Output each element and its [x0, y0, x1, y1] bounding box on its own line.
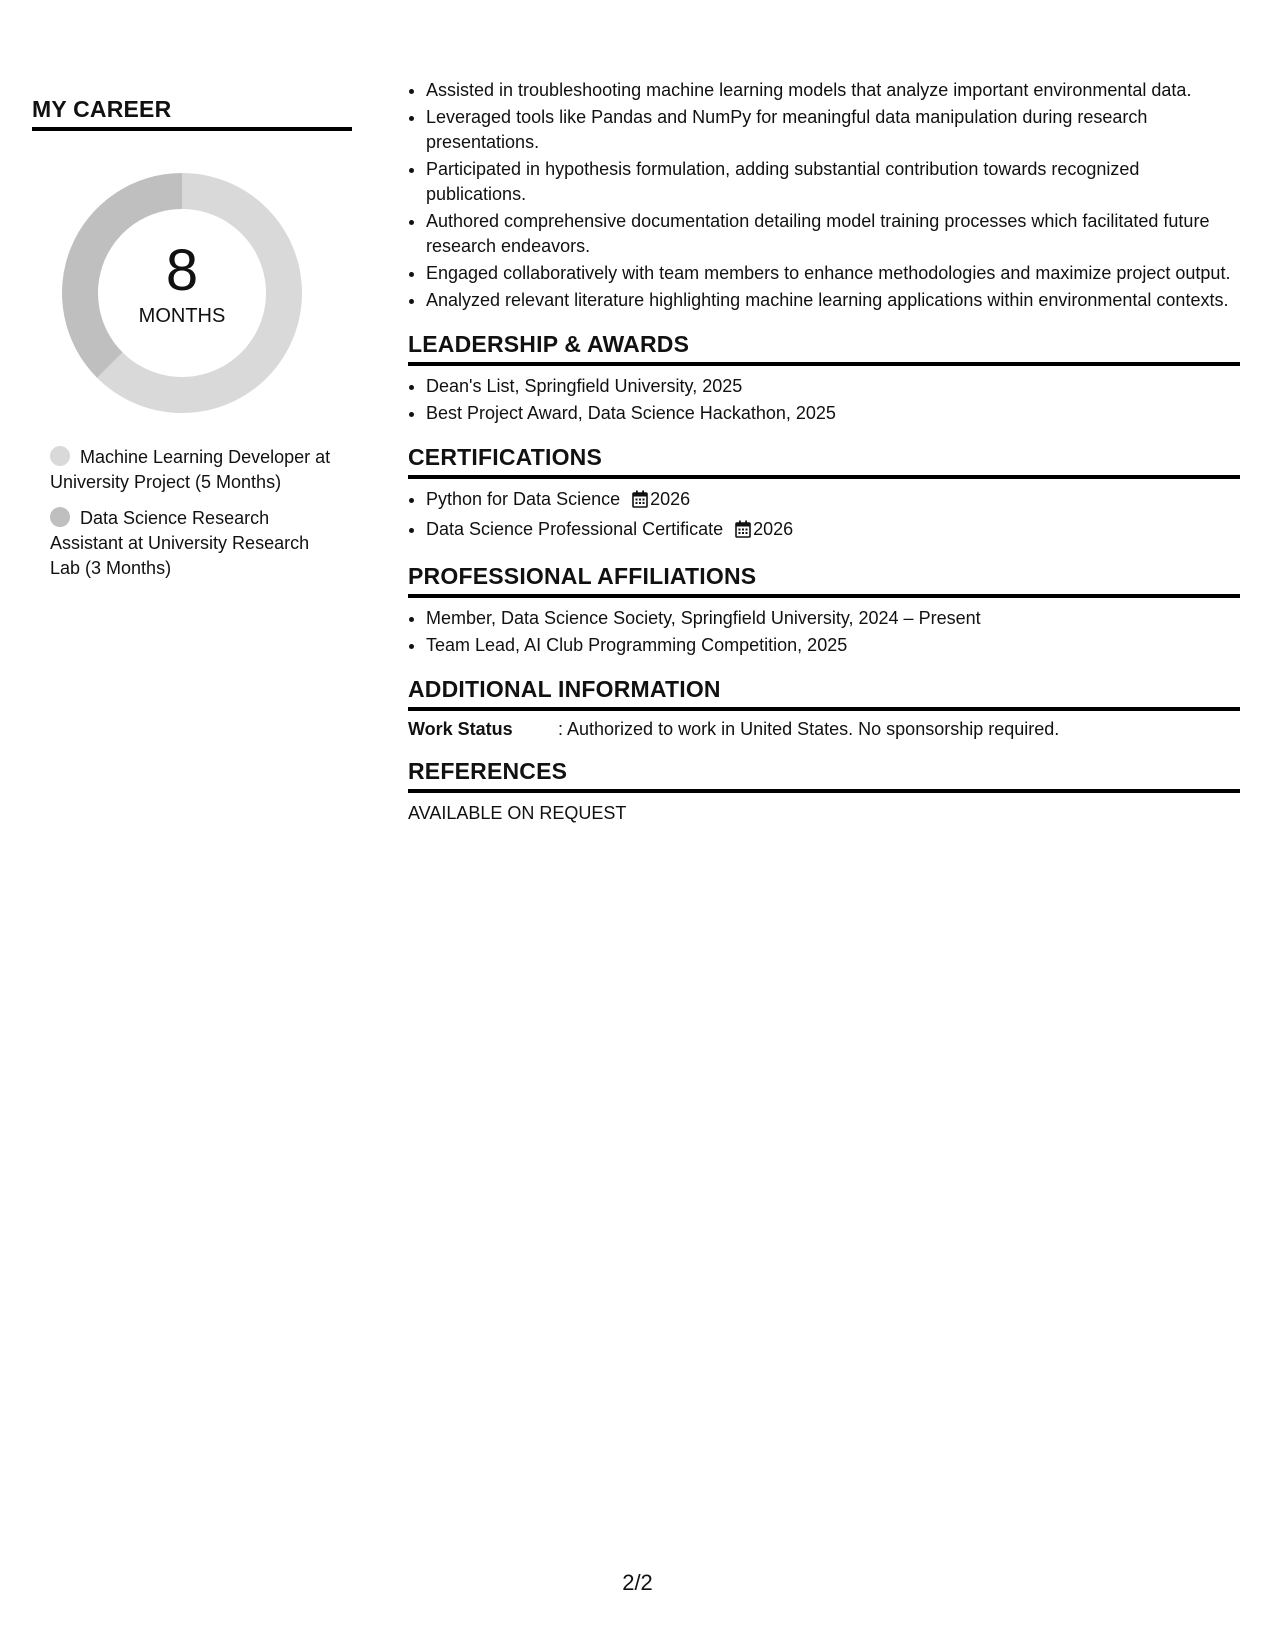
career-donut-chart	[62, 173, 302, 413]
experience-bullet: • Engaged collaboratively with team members to enhance methodologies and maximize project output.	[426, 261, 1240, 286]
certification-year: 2026	[650, 489, 691, 509]
page-number: 2/2	[622, 1570, 653, 1595]
calendar-icon	[735, 520, 751, 545]
certification-item	[426, 487, 1240, 515]
certifications-heading: CERTIFICATIONS	[408, 444, 1240, 479]
affiliation-item: • Team Lead, AI Club Programming Competition, 2025	[426, 633, 1240, 658]
career-sidebar	[32, 96, 352, 592]
legend-dot-icon	[50, 446, 70, 466]
experience-bullet-list	[408, 78, 1240, 313]
career-total-unit: MONTHS	[138, 305, 226, 327]
experience-bullet: • Authored comprehensive documentation detailing model training processes which facilitated future research endeavors.	[426, 209, 1240, 259]
affiliations-list	[408, 606, 1240, 658]
leadership-list	[408, 374, 1240, 426]
experience-bullet: • Participated in hypothesis formulation, adding substantial contribution towards recognized publications.	[426, 157, 1240, 207]
legend-label: Data Science Research Assistant at University Research Lab (3 Months)	[50, 508, 310, 578]
legend-item	[50, 506, 340, 581]
legend-label: Machine Learning Developer at University Project (5 Months)	[50, 447, 331, 492]
career-total-months: 8	[165, 238, 199, 303]
affiliation-item: • Member, Data Science Society, Springfield University, 2024 – Present	[426, 606, 1240, 631]
experience-bullet: • Analyzed relevant literature highlighting machine learning applications within environmental contexts.	[426, 288, 1240, 313]
work-status-row	[408, 719, 1240, 740]
leadership-item: • Dean's List, Springfield University, 2025	[426, 374, 1240, 399]
leadership-heading: LEADERSHIP & AWARDS	[408, 331, 1240, 366]
certification-item	[426, 517, 1240, 545]
certifications-list	[408, 487, 1240, 545]
references-heading: REFERENCES	[408, 758, 1240, 793]
certification-year: 2026	[753, 519, 794, 539]
legend-dot-icon	[50, 507, 70, 527]
calendar-icon	[632, 490, 648, 515]
additional-info-heading: ADDITIONAL INFORMATION	[408, 676, 1240, 711]
experience-bullet: • Assisted in troubleshooting machine learning models that analyze important environmental data.	[426, 78, 1240, 103]
leadership-item: • Best Project Award, Data Science Hackathon, 2025	[426, 401, 1240, 426]
career-legend	[50, 445, 340, 581]
work-status-label: Work Status	[408, 719, 513, 739]
references-text: AVAILABLE ON REQUEST	[408, 803, 627, 823]
affiliations-heading: PROFESSIONAL AFFILIATIONS	[408, 563, 1240, 598]
certification-name: Data Science Professional Certificate	[426, 519, 724, 539]
legend-item	[50, 445, 340, 495]
certification-name: Python for Data Science	[426, 489, 621, 509]
career-heading: MY CAREER	[32, 96, 352, 131]
experience-bullet: • Leveraged tools like Pandas and NumPy for meaningful data manipulation during research presentations.	[426, 105, 1240, 155]
main-content	[408, 78, 1240, 824]
work-status-value: : Authorized to work in United States. No sponsorship required.	[558, 719, 1060, 739]
